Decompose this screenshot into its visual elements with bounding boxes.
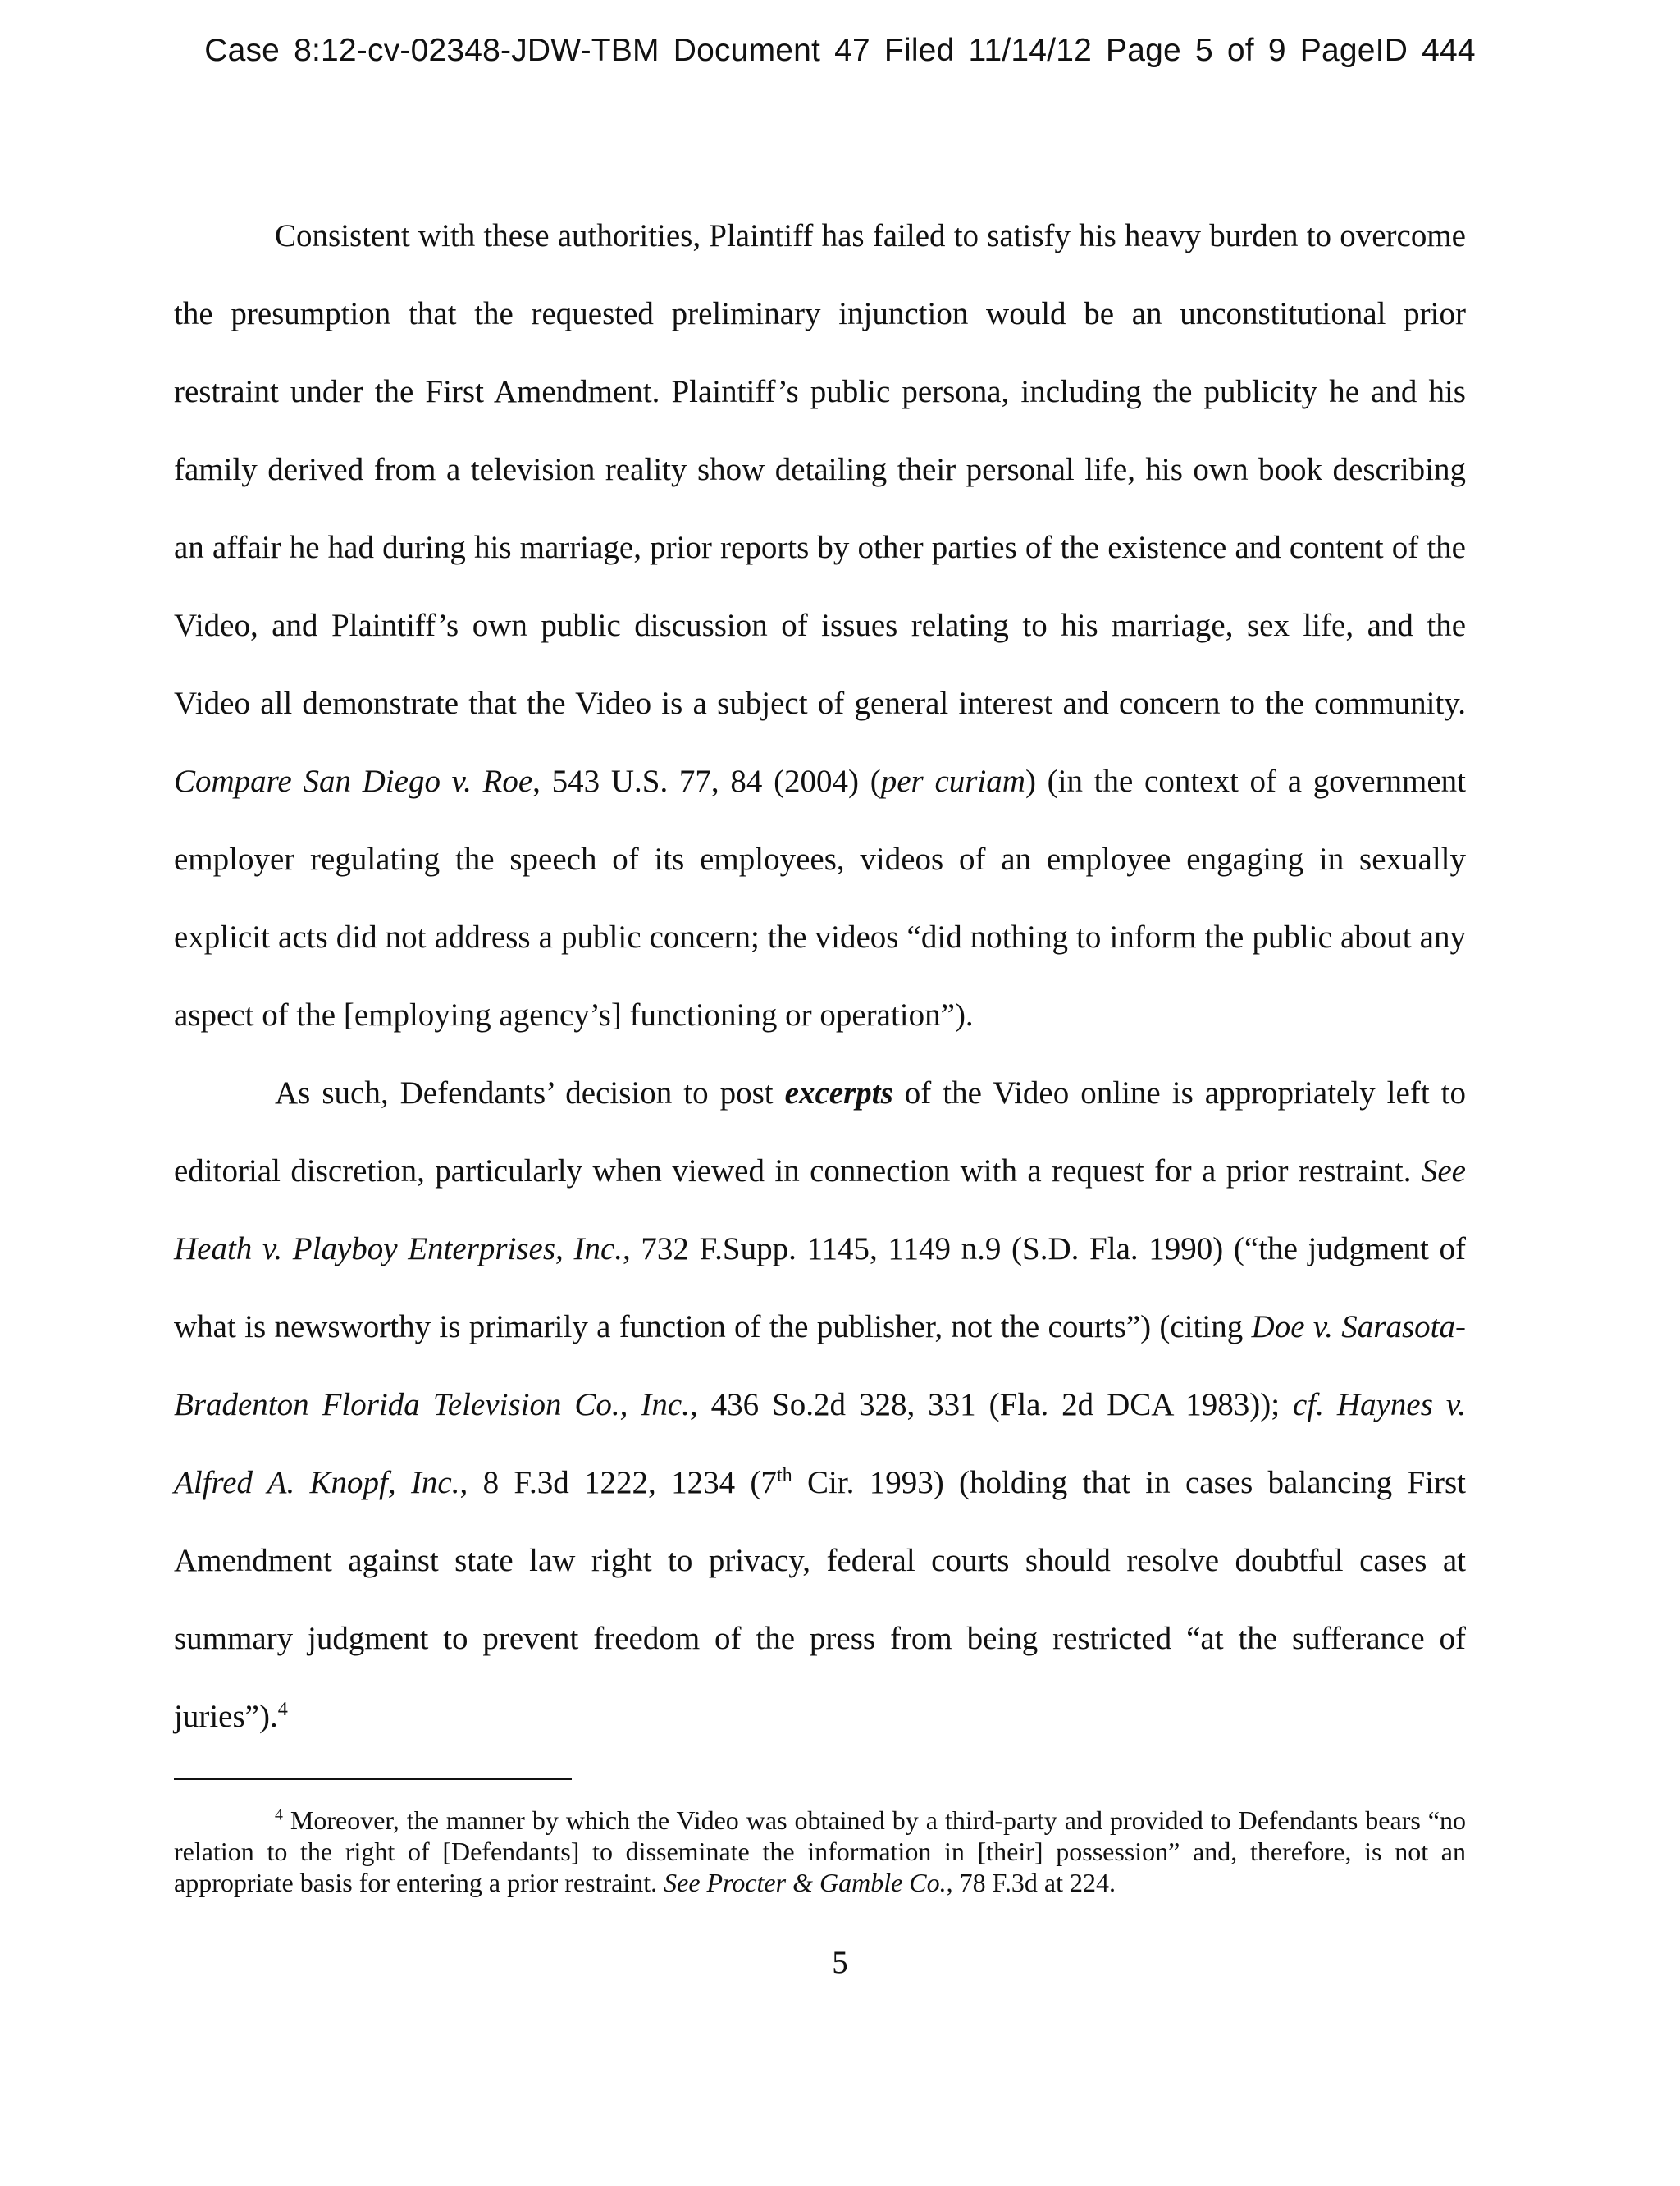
signal-cf: cf. xyxy=(1293,1387,1324,1422)
document-body xyxy=(174,197,1466,1755)
footnote-number: 4 xyxy=(275,1805,283,1824)
case-name-haynes: Haynes v. Alfred A. Knopf, Inc. xyxy=(174,1387,1467,1500)
footnote-4: $^4$ Moreover, the manner by which the Video was obtained by a third-party and provided to Defendants bears “no relation to the right of [Defendants] to disseminate the information in [their] possession” and, therefore, is not an appropriate basis for entering a prior restraint. See Procter & Gamble Co., 78 F.3d at 224. xyxy=(174,1805,1466,1897)
per-curiam: per curiam xyxy=(880,764,1025,799)
case-name-san-diego: San Diego v. Roe xyxy=(303,764,533,799)
case-header: Case 8:12-cv-02348-JDW-TBM Document 47 Filed 11/14/12 Page 5 of 9 PageID 444 xyxy=(204,33,1476,68)
page-number: 5 xyxy=(832,1945,848,1980)
footnote-case-name: Procter & Gamble Co. xyxy=(706,1868,947,1897)
signal-see: See xyxy=(1421,1153,1466,1189)
emphasis-excerpts: excerpts xyxy=(784,1075,893,1111)
signal-compare: Compare xyxy=(174,764,292,799)
footnote-reference[interactable]: 4 xyxy=(277,1698,288,1720)
footnote-separator xyxy=(174,1778,572,1780)
case-name-doe: Doe v. Sarasota-Bradenton Florida Television Co., Inc. xyxy=(174,1309,1466,1422)
case-name-heath: Heath v. Playboy Enterprises, Inc. xyxy=(174,1231,623,1266)
ordinal-suffix: th xyxy=(776,1464,792,1486)
paragraph-2: As such, Defendants’ decision to post excerpts of the Video online is appropriately left to editorial discretion, particularly when viewed in connection with a request for a prior restraint. See Heath v. Playboy Enterprises, Inc., 732 F.Supp. 1145, 1149 n.9 (S.D. Fla. 1990) (“the judgment of what is newsworthy is primarily a function of the publisher, not the courts”) (citing Doe v. Sarasota-Bradenton Florida Television Co., Inc., 436 So.2d 328, 331 (Fla. 2d DCA 1983)); cf. Haynes v. Alfred A. Knopf, Inc., 8 F.3d 1222, 1234 (7th Cir. 1993) (holding that in cases balancing First Amendment against state law right to privacy, federal courts should resolve doubtful cases at summary judgment to prevent freedom of the press from being restricted “at the sufferance of juries”).$^4$ xyxy=(174,1075,1467,1734)
paragraph-1: Consistent with these authorities, Plaintiff has failed to satisfy his heavy burden to overcome the presumption that the requested preliminary injunction would be an unconstitutional prior restraint under the First Amendment. Plaintiff’s public persona, including the publicity he and his family derived from a television reality show detailing their personal life, his own book describing an affair he had during his marriage, prior reports by other parties of the existence and content of the Video, and Plaintiff’s own public discussion of issues relating to his marriage, sex life, and the Video all demonstrate that the Video is a subject of general interest and concern to the community. Compare San Diego v. Roe, 543 U.S. 77, 84 (2004) (per curiam) (in the context of a government employer regulating the speech of its employees, videos of an employee engaging in sexually explicit acts did not address a public concern; the videos “did nothing to inform the public about any aspect of the [employing agency’s] functioning or operation”). xyxy=(174,218,1467,1033)
footnote-signal-see: See xyxy=(664,1868,701,1897)
